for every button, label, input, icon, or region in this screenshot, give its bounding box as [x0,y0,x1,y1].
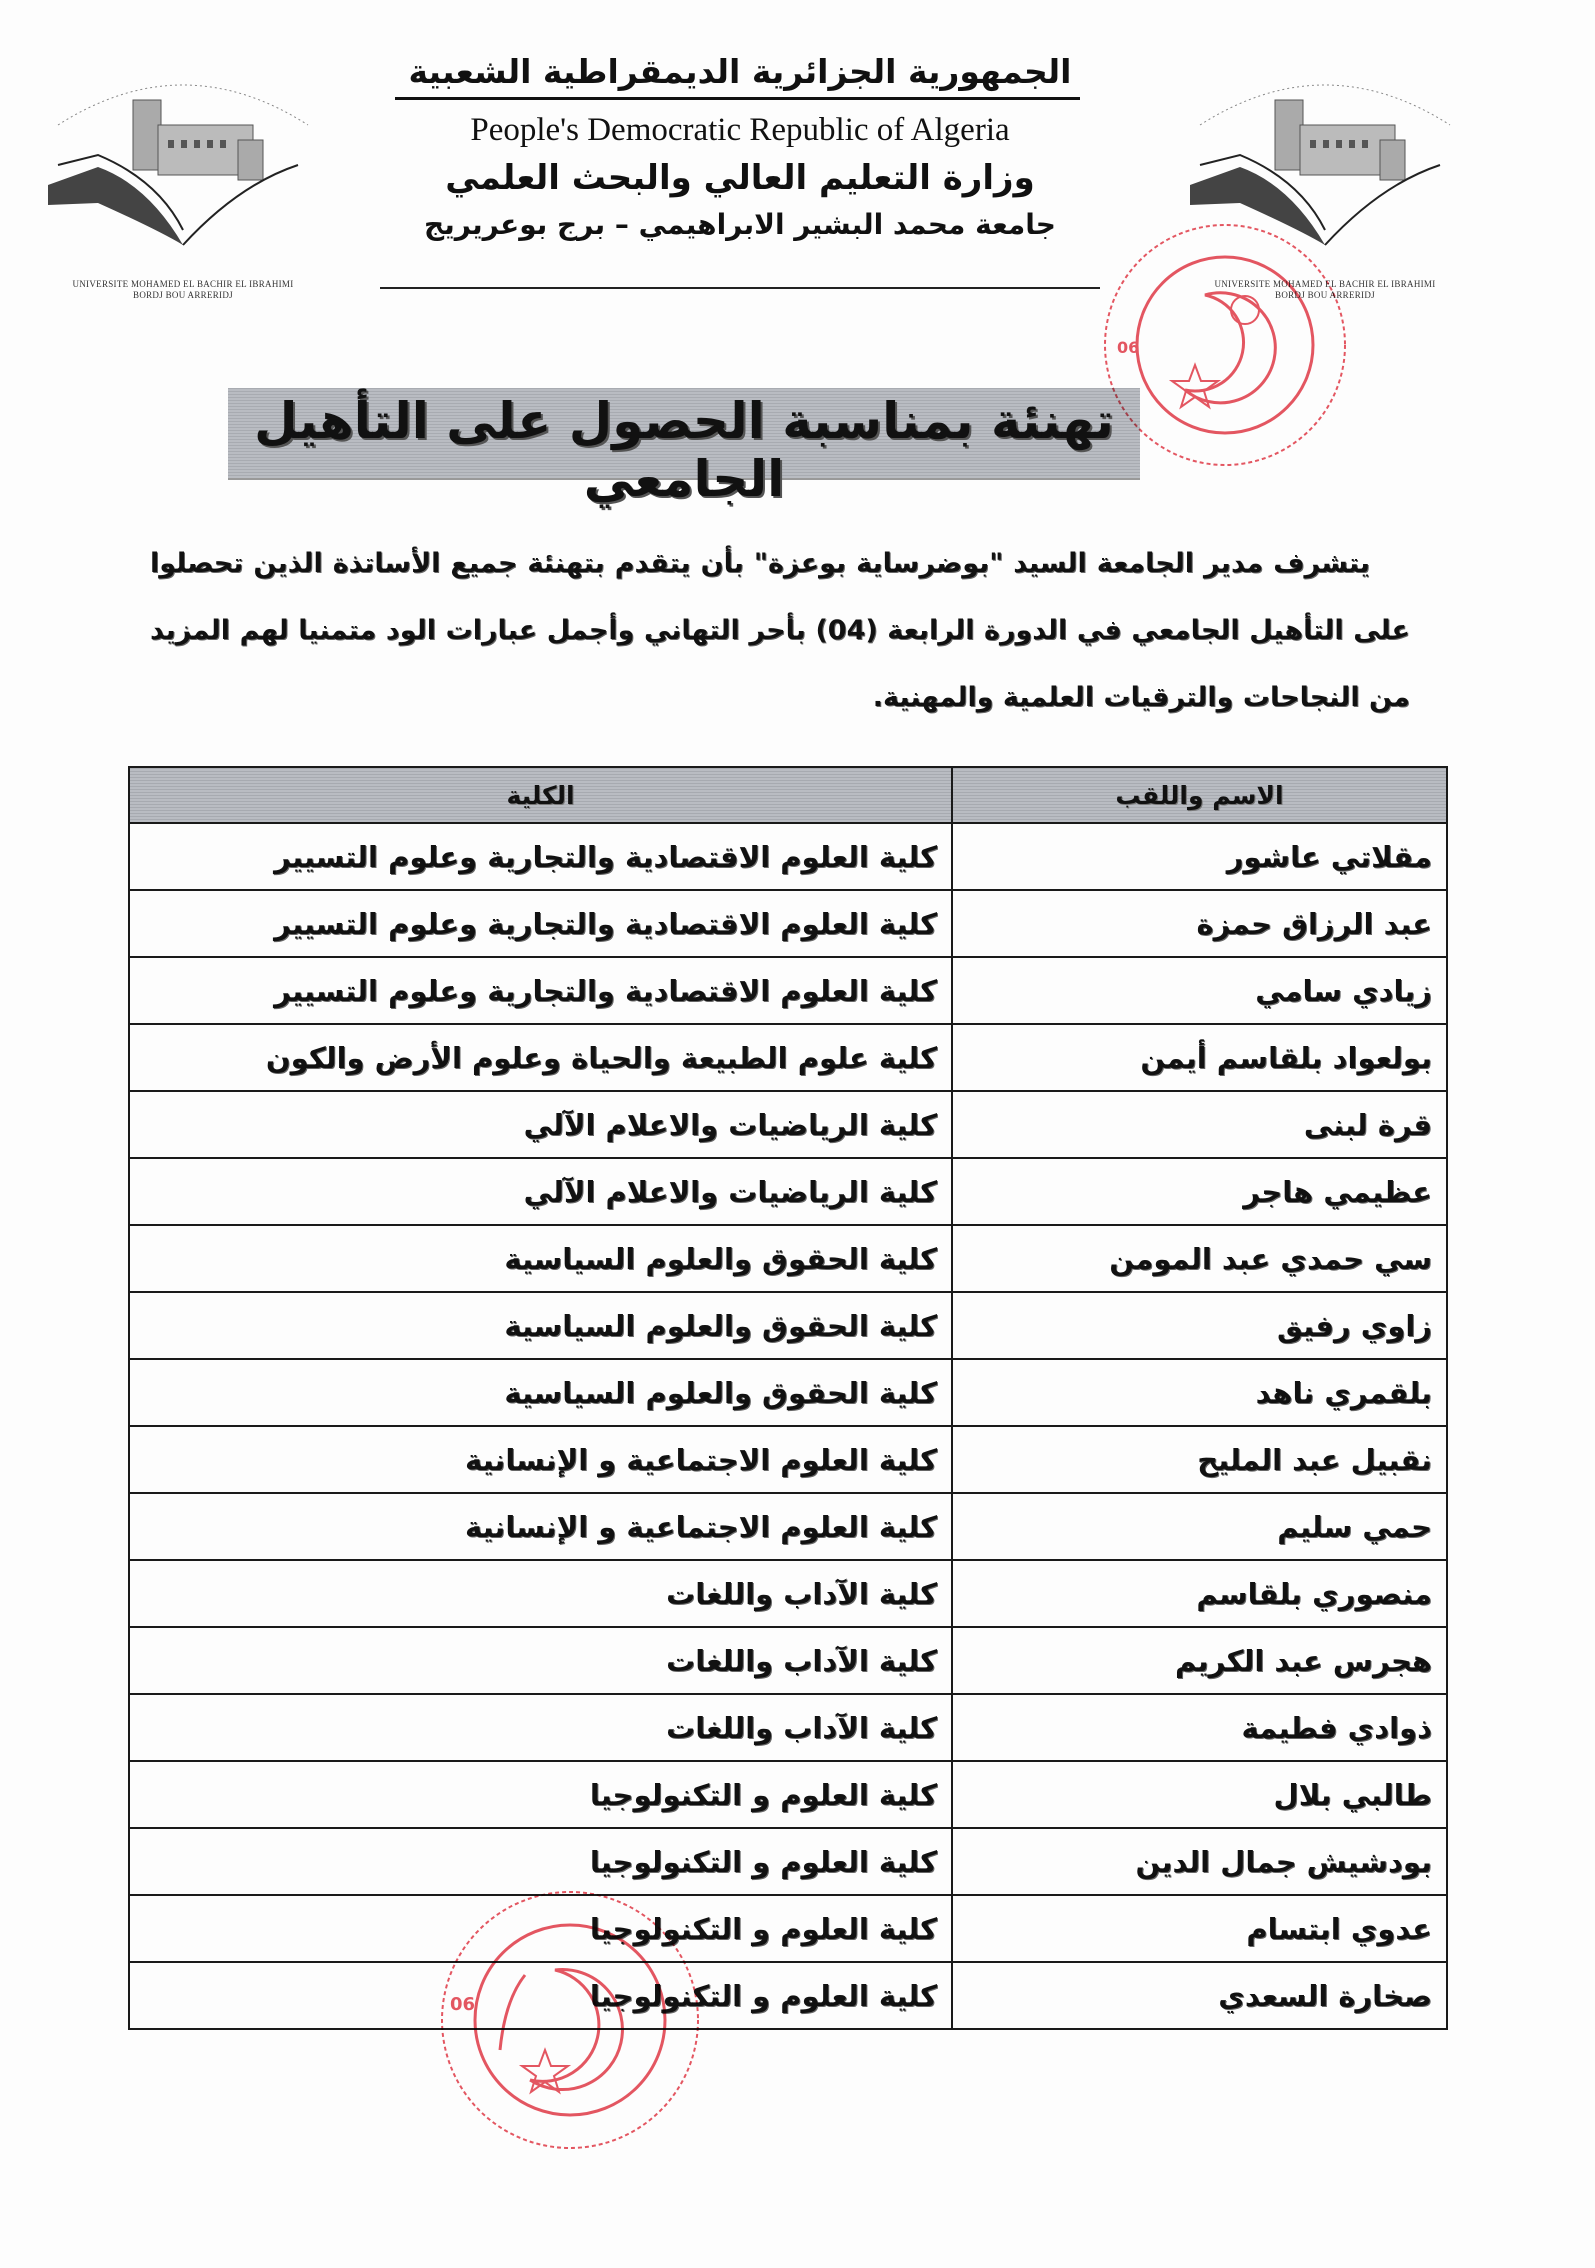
cell-faculty: كلية الحقوق والعلوم السياسية [129,1292,952,1359]
cell-faculty: كلية الرياضيات والاعلام الآلي [129,1158,952,1225]
university-emblem-icon [38,55,328,275]
table-row [129,1158,1447,1225]
cell-name: قرة لبنى [952,1091,1447,1158]
cell-faculty: كلية العلوم الاجتماعية و الإنسانية [129,1493,952,1560]
table-row [129,1493,1447,1560]
table-row [129,1627,1447,1694]
cell-name: سي حمدي عبد المومن [952,1225,1447,1292]
cell-faculty: كلية العلوم و التكنولوجيا [129,1962,952,2029]
cell-name: نقبيل عبد المليح [952,1426,1447,1493]
table-row [129,1359,1447,1426]
university-name: جامعة محمد البشير الابراهيمي – برج بوعريريج [424,208,1056,241]
logo-caption [1180,279,1470,301]
cell-faculty: كلية العلوم الاقتصادية والتجارية وعلوم التسيير [129,890,952,957]
cell-faculty: كلية الآداب واللغات [129,1560,952,1627]
table-row [129,1895,1447,1962]
table-header-row [129,767,1447,823]
table-body [129,823,1447,2029]
cell-name: طالبي بلال [952,1761,1447,1828]
cell-name: بلقمري ناهد [952,1359,1447,1426]
table-row [129,1292,1447,1359]
table-row [129,1024,1447,1091]
cell-faculty: كلية الحقوق والعلوم السياسية [129,1359,952,1426]
cell-faculty: كلية الآداب واللغات [129,1627,952,1694]
table-row [129,1828,1447,1895]
cell-faculty: كلية الحقوق والعلوم السياسية [129,1225,952,1292]
cell-faculty: كلية العلوم الاجتماعية و الإنسانية [129,1426,952,1493]
cell-name: عدوي ابتسام [952,1895,1447,1962]
university-logo-right [1180,55,1470,301]
cell-name: عظيمي هاجر [952,1158,1447,1225]
cell-name: حمي سليم [952,1493,1447,1560]
stamp-number: 06 [1117,338,1140,357]
header-underline [395,97,1080,100]
table-row [129,1225,1447,1292]
country-name-arabic: الجمهورية الجزائرية الديمقراطية الشعبية [408,52,1072,91]
table-row [129,823,1447,890]
logo-caption-line1: UNIVERSITE MOHAMED EL BACHIR EL IBRAHIMI [72,279,294,289]
university-logo-left [38,55,328,301]
cell-name: عبد الرزاق حمزة [952,890,1447,957]
laureates-table [128,766,1448,2030]
cell-name: زاوي رفيق [952,1292,1447,1359]
cell-faculty: كلية الآداب واللغات [129,1694,952,1761]
cell-name: بودشيش جمال الدين [952,1828,1447,1895]
table-row [129,890,1447,957]
cell-faculty: كلية العلوم و التكنولوجيا [129,1828,952,1895]
logo-caption-line2: BORDJ BOU ARRERIDJ [133,290,233,300]
page-title: تهنئة بمناسبة الحصول على التأهيل الجامعي [254,392,1114,508]
cell-faculty: كلية العلوم الاقتصادية والتجارية وعلوم التسيير [129,823,952,890]
cell-name: هجرس عبد الكريم [952,1627,1447,1694]
table-row [129,1091,1447,1158]
paragraph-text: يتشرف مدير الجامعة السيد "بوضرساية بوعزة" بأن يتقدم بتهنئة جميع الأساتذة الذين تحصلوا على التأهيل الجامعي في الدورة الرابعة (04) بأحر التهاني وأجمل عبارات الود متمنيا لهم المزيد من النجاحات والترقيات العلمية والمهنية. [150,548,1410,713]
cell-faculty: كلية العلوم الاقتصادية والتجارية وعلوم التسيير [129,957,952,1024]
cell-name: زيادي سامي [952,957,1447,1024]
country-name-english: People's Democratic Republic of Algeria [470,112,1010,148]
cell-name: بولعواد بلقاسم أيمن [952,1024,1447,1091]
table-row [129,1694,1447,1761]
table-row [129,1560,1447,1627]
column-header-faculty: الكلية [129,767,952,823]
ministry-name: وزارة التعليم العالي والبحث العلمي [445,158,1035,198]
column-header-name: الاسم واللقب [952,767,1447,823]
cell-name: مقلاتي عاشور [952,823,1447,890]
table-row [129,957,1447,1024]
cell-name: صخارة السعدي [952,1962,1447,2029]
logo-caption [38,279,328,301]
cell-faculty: كلية علوم الطبيعة والحياة وعلوم الأرض والكون [129,1024,952,1091]
table-row [129,1761,1447,1828]
logo-caption-line2: BORDJ BOU ARRERIDJ [1275,290,1375,300]
table-row [129,1426,1447,1493]
cell-faculty: كلية الرياضيات والاعلام الآلي [129,1091,952,1158]
cell-name: ذوادي فطيمة [952,1694,1447,1761]
table-row [129,1962,1447,2029]
congratulation-paragraph [150,530,1410,731]
logo-caption-line1: UNIVERSITE MOHAMED EL BACHIR EL IBRAHIMI [1214,279,1436,289]
university-emblem-icon [1180,55,1470,275]
cell-faculty: كلية العلوم و التكنولوجيا [129,1761,952,1828]
cell-faculty: كلية العلوم و التكنولوجيا [129,1895,952,1962]
header-divider [380,287,1100,289]
stamp-number: 06 [450,1994,476,2015]
cell-name: منصوري بلقاسم [952,1560,1447,1627]
